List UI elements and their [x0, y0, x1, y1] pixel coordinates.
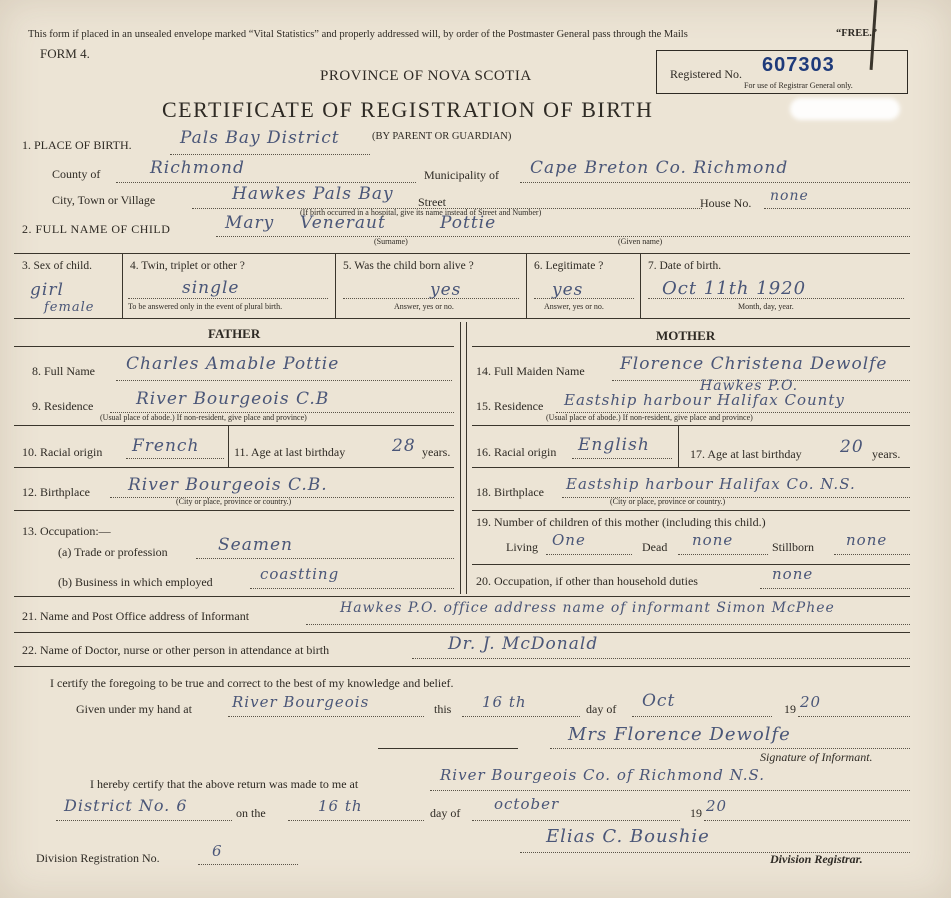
date-value: Oct 11th 1920 [662, 278, 807, 299]
mother-racial-label: 16. Racial origin [476, 445, 557, 459]
mother-birthplace-value: Eastship harbour Halifax Co. N.S. [566, 475, 856, 493]
father-name-value: Charles Amable Pottie [126, 354, 340, 374]
given-place: River Bourgeois [232, 693, 370, 711]
province-heading: PROVINCE OF NOVA SCOTIA [320, 68, 532, 84]
doctor-value: Dr. J. McDonald [448, 634, 599, 654]
trade-label: (a) Trade or profession [58, 545, 168, 559]
given-year-prefix: 19 [784, 702, 796, 716]
sex-value: girl [30, 280, 64, 300]
by-parent-note: (BY PARENT OR GUARDIAN) [372, 131, 512, 142]
registered-day: 16 th [318, 797, 363, 815]
child-surname: Pottie [440, 213, 497, 233]
given-month: Oct [642, 691, 676, 711]
dead-label: Dead [642, 540, 668, 554]
municipality-value: Cape Breton Co. Richmond [530, 158, 789, 178]
mother-age-label: 17. Age at last birthday [690, 447, 802, 461]
legit-label: 6. Legitimate ? [534, 260, 604, 272]
registered-month: october [494, 795, 560, 813]
registrar-signature: Elias C. Boushie [546, 826, 710, 847]
surname-caption: (Surname) [374, 237, 408, 246]
father-birthplace-value: River Bourgeois C.B. [128, 475, 328, 495]
child-middle-name: Veneraut [300, 213, 386, 233]
place-of-birth-value: Pals Bay District [180, 128, 340, 148]
father-years: years. [422, 445, 451, 459]
registrar-use-note: For use of Registrar General only. [744, 81, 853, 90]
father-heading: FATHER [208, 326, 261, 341]
mother-birthplace-label: 18. Birthplace [476, 485, 544, 499]
mother-heading: MOTHER [656, 328, 716, 343]
division-registration-value: 6 [212, 842, 223, 860]
city-label: City, Town or Village [52, 193, 156, 207]
day-of-label: day of [586, 702, 617, 716]
father-birthplace-note: (City or place, province or country.) [176, 497, 292, 506]
given-day: 16 th [482, 693, 527, 711]
informant-value: Hawkes P.O. office address name of informant Simon McPhee [340, 600, 835, 616]
registered-year-prefix: 19 [690, 806, 702, 820]
municipality-label: Municipality of [424, 168, 499, 182]
child-given-name: Mary [225, 213, 275, 233]
postal-note-free: “FREE.” [836, 28, 878, 39]
division-registrar-caption: Division Registrar. [770, 852, 863, 866]
father-racial-label: 10. Racial origin [22, 445, 103, 459]
mother-residence-value: Eastship harbour Halifax County [564, 391, 845, 409]
business-label: (b) Business in which employed [58, 575, 213, 589]
smudge [790, 98, 900, 120]
house-label: House No. [700, 196, 752, 210]
full-name-label: 2. FULL NAME OF CHILD [22, 222, 171, 236]
dead-value: none [692, 531, 734, 549]
doctor-label: 22. Name of Doctor, nurse or other person in attendance at birth [22, 643, 330, 657]
sex-label: 3. Sex of child. [22, 260, 92, 272]
informant-label: 21. Name and Post Office address of Informant [22, 609, 250, 623]
alive-note: Answer, yes or no. [394, 302, 454, 311]
father-occupation-label: 13. Occupation:— [22, 524, 111, 538]
trade-value: Seamen [218, 535, 293, 555]
informant-signature: Mrs Florence Dewolfe [568, 724, 791, 745]
registered-label: Registered No. [670, 67, 742, 81]
form-number: FORM 4. [40, 46, 90, 61]
twin-label: 4. Twin, triplet or other ? [130, 260, 245, 272]
mother-years: years. [872, 447, 901, 461]
mother-birthplace-note: (City or place, province or country.) [610, 497, 726, 506]
living-label: Living [506, 540, 538, 554]
mother-occupation-label: 20. Occupation, if other than household duties [476, 574, 698, 588]
city-value: Hawkes Pals Bay [232, 184, 394, 204]
registered-day-of-label: day of [430, 806, 461, 820]
date-note: Month, day, year. [738, 302, 794, 311]
stillborn-value: none [846, 531, 888, 549]
mother-occupation-value: none [772, 565, 814, 583]
father-residence-note: (Usual place of abode.) If non-resident, give place and province) [100, 413, 307, 422]
twin-note: To be answered only in the event of plural birth. [128, 302, 283, 311]
county-label: County of [52, 167, 101, 181]
father-age-label: 11. Age at last birthday [234, 445, 346, 459]
alive-value: yes [430, 280, 462, 300]
registrar-statement: I hereby certify that the above return was made to me at [90, 777, 359, 791]
hospital-note: (If birth occurred in a hospital, give its name instead of Street and Number) [300, 208, 542, 217]
stillborn-label: Stillborn [772, 540, 815, 554]
division-registration-label: Division Registration No. [36, 851, 160, 865]
postal-note: This form if placed in an unsealed envelope marked “Vital Statistics” and properly addressed will, by order of the Postmaster General pass through the Mails [28, 29, 688, 40]
sex-value-2: female [44, 300, 95, 315]
business-value: coastting [260, 565, 340, 583]
mother-name-value: Florence Christena Dewolfe [620, 354, 888, 374]
given-label: Given under my hand at [76, 702, 192, 716]
given-year-suffix: 20 [800, 693, 822, 711]
father-age-value: 28 [392, 436, 416, 456]
given-caption: (Given name) [618, 237, 663, 246]
date-label: 7. Date of birth. [648, 260, 722, 272]
father-birthplace-label: 12. Birthplace [22, 485, 90, 499]
living-value: One [552, 531, 586, 549]
legit-value: yes [552, 280, 584, 300]
street-label: Street [418, 195, 446, 209]
father-name-label: 8. Full Name [32, 364, 95, 378]
this-label: this [434, 702, 452, 716]
place-of-birth-label: 1. PLACE OF BIRTH. [22, 138, 132, 152]
mother-racial-value: English [578, 435, 650, 455]
informant-signature-caption: Signature of Informant. [760, 750, 873, 764]
on-the-label: on the [236, 806, 266, 820]
father-residence-label: 9. Residence [32, 399, 94, 413]
mother-residence-label: 15. Residence [476, 399, 544, 413]
mother-age-value: 20 [840, 437, 864, 457]
district-value: District No. 6 [64, 796, 188, 815]
registrar-place: River Bourgeois Co. of Richmond N.S. [440, 766, 766, 784]
certify-statement: I certify the foregoing to be true and correct to the best of my knowledge and belief. [50, 676, 454, 690]
twin-value: single [182, 278, 240, 298]
father-racial-value: French [132, 436, 200, 456]
mother-residence-note: (Usual place of abode.) If non-resident, give place and province) [546, 413, 753, 422]
legit-note: Answer, yes or no. [544, 302, 604, 311]
mother-name-label: 14. Full Maiden Name [476, 364, 585, 378]
page-title: CERTIFICATE OF REGISTRATION OF BIRTH [162, 97, 654, 122]
mother-children-label: 19. Number of children of this mother (including this child.) [476, 515, 766, 529]
mother-residence-value-top: Hawkes P.O. [700, 378, 799, 394]
registered-year-suffix: 20 [706, 797, 728, 815]
registered-number: 607303 [762, 54, 835, 76]
county-value: Richmond [150, 158, 245, 178]
father-residence-value: River Bourgeois C.B [136, 389, 330, 409]
house-value: none [770, 188, 809, 204]
alive-label: 5. Was the child born alive ? [343, 260, 474, 272]
